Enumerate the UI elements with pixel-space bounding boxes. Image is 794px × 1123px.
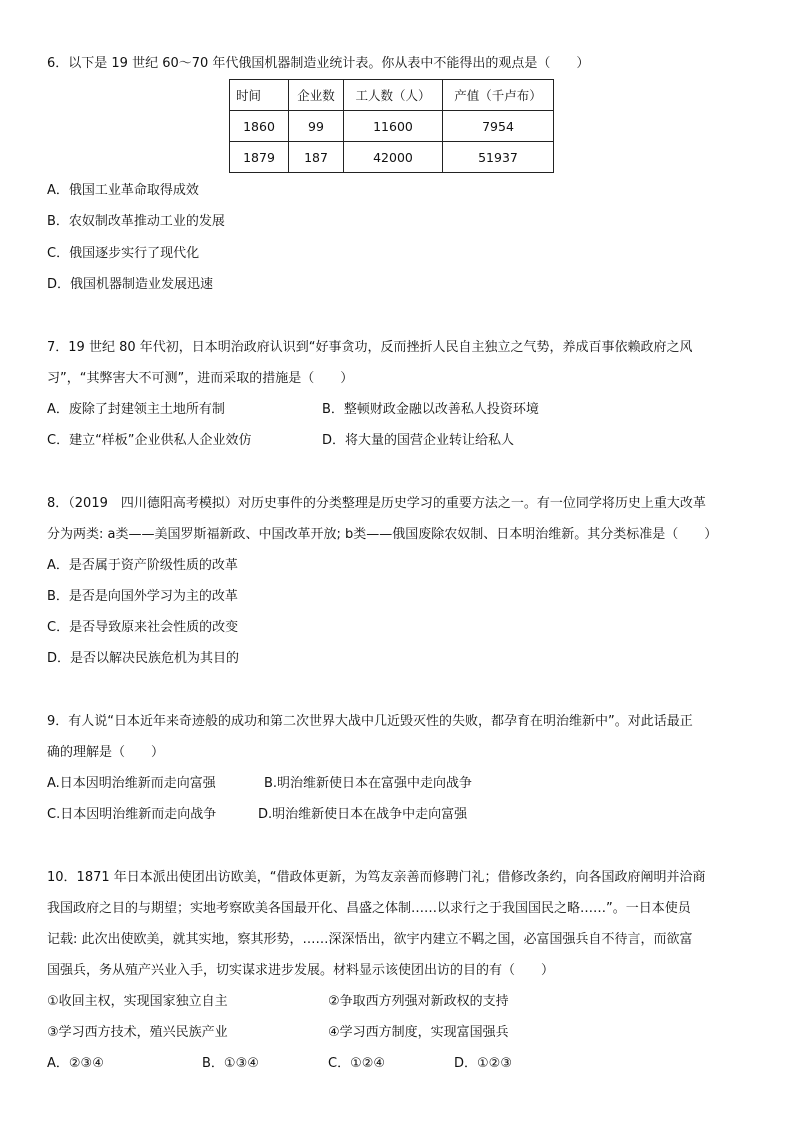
table-cell: 42000 <box>344 142 443 173</box>
q9-option-c[interactable]: C.日本因明治维新而走向战争 <box>47 807 217 822</box>
q10-item-2: ②争取西方列强对新政权的支持 <box>328 994 509 1009</box>
table-cell: 7954 <box>443 111 554 142</box>
q7-option-c[interactable]: C．建立“样板”企业供私人企业效仿 <box>47 433 252 448</box>
q9-option-a[interactable]: A.日本因明治维新而走向富强 <box>47 776 216 791</box>
q6-stem: 6．以下是 19 世纪 60～70 年代俄国机器制造业统计表。你从表中不能得出的观点是（ ） <box>47 56 590 71</box>
table-header-row <box>230 80 554 111</box>
q8-stem-line: 分为两类: a类——美国罗斯福新政、中国改革开放; b类——俄国废除农奴制、日本明治维新。其分类标准是（ ） <box>47 527 718 542</box>
q9-option-b[interactable]: B.明治维新使日本在富强中走向战争 <box>264 776 473 791</box>
q10-stem-line: 10．1871 年日本派出使团出访欧美，“借政体更新，为笃友亲善而修聘门礼；借修改条约，向各国政府阐明并洽商 <box>47 870 706 885</box>
table-cell: 187 <box>289 142 344 173</box>
stats-table <box>229 79 554 173</box>
q10-stem-line: 记载: 此次出使欧美，就其实地，察其形势，……深深悟出，欲宇内建立不羁之国，必富国强兵自不待言，而欲富 <box>47 932 693 947</box>
q8-option-d[interactable]: D．是否以解决民族危机为其目的 <box>47 651 240 666</box>
q8-option-a[interactable]: A．是否属于资产阶级性质的改革 <box>47 558 238 573</box>
q7-stem-line: 7．19 世纪 80 年代初，日本明治政府认识到“好事贪功，反而挫折人民自主独立之气势，养成百事依赖政府之风 <box>47 340 693 355</box>
q6-option-a[interactable]: A．俄国工业革命取得成效 <box>47 183 199 198</box>
q10-stem-line: 国强兵，务从殖产兴业入手，切实谋求进步发展。材料显示该使团出访的目的有（ ） <box>47 963 555 978</box>
q10-option-d[interactable]: D．①②③ <box>454 1056 512 1071</box>
q8-option-b[interactable]: B．是否是向国外学习为主的改革 <box>47 589 238 604</box>
q10-item-1: ①收回主权，实现国家独立自主 <box>47 994 228 1009</box>
q10-option-b[interactable]: B．①③④ <box>202 1056 259 1071</box>
table-cell: 51937 <box>443 142 554 173</box>
q6-option-b[interactable]: B．农奴制改革推动工业的发展 <box>47 214 225 229</box>
q8-stem-line: 8．（2019 四川德阳高考模拟）对历史事件的分类整理是历史学习的重要方法之一。有一位同学将历史上重大改革 <box>47 496 706 511</box>
q7-stem-line: 习”，“其弊害大不可测”，进而采取的措施是（ ） <box>47 371 354 386</box>
q10-option-a[interactable]: A．②③④ <box>47 1056 104 1071</box>
q7-option-d[interactable]: D．将大量的国营企业转让给私人 <box>322 433 515 448</box>
q10-option-c[interactable]: C．①②④ <box>328 1056 386 1071</box>
q6-option-c[interactable]: C．俄国逐步实行了现代化 <box>47 246 200 261</box>
q7-option-b[interactable]: B．整顿财政金融以改善私人投资环境 <box>322 402 539 417</box>
q9-stem-line: 9．有人说“日本近年来奇迹般的成功和第二次世界大战中几近毁灭性的失败，都孕育在明治维新中”。对此话最正 <box>47 714 693 729</box>
table-cell: 1860 <box>230 111 289 142</box>
q9-option-d[interactable]: D.明治维新使日本在战争中走向富强 <box>258 807 468 822</box>
table-header-cell: 企业数 <box>289 80 344 111</box>
table-row <box>230 142 554 173</box>
q7-option-a[interactable]: A．废除了封建领主土地所有制 <box>47 402 225 417</box>
table-header-cell: 产值（千卢布） <box>443 80 554 111</box>
table-header-cell: 时间 <box>230 80 289 111</box>
table-row <box>230 111 554 142</box>
table-cell: 1879 <box>230 142 289 173</box>
q8-option-c[interactable]: C．是否导致原来社会性质的改变 <box>47 620 239 635</box>
q10-item-4: ④学习西方制度，实现富国强兵 <box>328 1025 509 1040</box>
table-cell: 11600 <box>344 111 443 142</box>
q10-stem-line: 我国政府之目的与期望；实地考察欧美各国最开化、昌盛之体制……以求行之于我国国民之略……”。一日本使员 <box>47 901 691 916</box>
table-cell: 99 <box>289 111 344 142</box>
table-header-cell: 工人数（人） <box>344 80 443 111</box>
q6-option-d[interactable]: D．俄国机器制造业发展迅速 <box>47 277 214 292</box>
q9-stem-line: 确的理解是（ ） <box>47 745 165 760</box>
q10-item-3: ③学习西方技术，殖兴民族产业 <box>47 1025 228 1040</box>
